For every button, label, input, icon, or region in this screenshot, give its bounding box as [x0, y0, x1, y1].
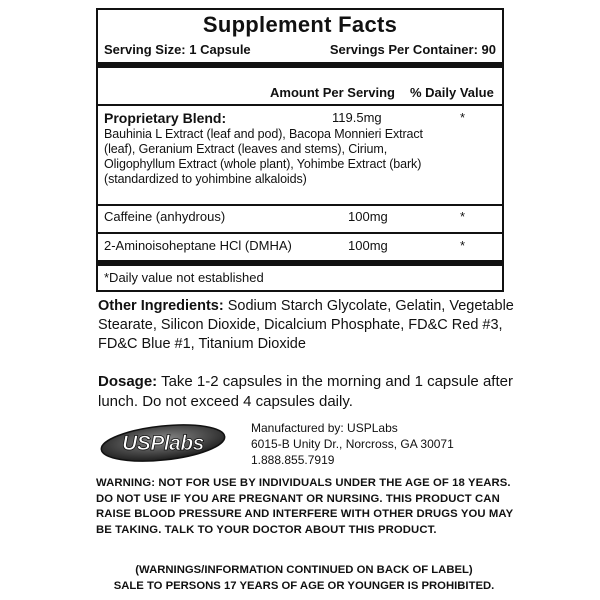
manufacturer-line: Manufactured by: USPLabs: [251, 421, 398, 435]
servings-per-container: Servings Per Container: 90: [329, 42, 496, 57]
serving-size: Serving Size: 1 Capsule: [104, 42, 251, 57]
blend-desc-line: Bauhinia L Extract (leaf and pod), Bacopa Monnieri Extract: [104, 127, 423, 141]
divider-thick: [98, 260, 502, 266]
usplabs-logo: [97, 424, 227, 462]
blend-desc-line: (standardized to yohimbine alkaloids): [104, 172, 307, 186]
dosage: [98, 372, 528, 412]
divider: [98, 204, 502, 206]
warning-text: WARNING: NOT FOR USE BY INDIVIDUALS UNDER THE AGE OF 18 YEARS. DO NOT USE IF YOU ARE PREGNANT OR NURSING. THIS PRODUCT CAN RAISE BLOOD PRESSURE AND INTERFERE WITH OTHER DRUGS YOU MAY BE TAKING. TALK TO YOUR DOCTOR ABOUT THIS PRODUCT.: [96, 477, 514, 536]
dmha-amount: 100mg: [348, 238, 388, 253]
caffeine-dv: *: [460, 209, 466, 224]
divider: [98, 104, 502, 106]
other-ingredients-label: Other Ingredients:: [98, 298, 224, 314]
sale-restriction: SALE TO PERSONS 17 YEARS OF AGE OR YOUNGER IS PROHIBITED.: [113, 580, 495, 592]
caffeine-amount: 100mg: [348, 209, 388, 224]
manufacturer-address: 6015-B Unity Dr., Norcross, GA 30071: [251, 437, 454, 451]
facts-title: Supplement Facts: [202, 12, 398, 37]
dosage-label: Dosage:: [98, 373, 158, 390]
blend-description: [104, 127, 504, 187]
daily-value-footnote: *Daily value not established: [104, 270, 264, 285]
supplement-facts-panel: [96, 8, 504, 292]
logo-text: USPlabs: [122, 432, 204, 455]
dosage-text: Take 1-2 capsules in the morning and 1 capsule after lunch. Do not exceed 4 capsules daily.: [98, 373, 513, 410]
other-ingredients-text: Sodium Starch Glycolate, Gelatin, Vegetable Stearate, Silicon Dioxide, Dicalcium Phosphate, FD&C Red #3, FD&C Blue #1, Titanium Dioxide: [98, 298, 514, 352]
blend-name: Proprietary Blend:: [104, 110, 227, 126]
blend-desc-line: (leaf), Geranium Extract (leaves and stems), Cirium,: [104, 142, 388, 156]
blend-desc-line: Oligophyllum Extract (whole plant), Yohimbe Extract (bark): [104, 157, 422, 171]
other-ingredients: [98, 297, 518, 354]
manufacturer-phone: 1.888.855.7919: [251, 453, 335, 467]
daily-value-header: % Daily Value: [410, 85, 494, 100]
dmha-name: 2-Aminoisoheptane HCl (DMHA): [104, 238, 292, 253]
dmha-dv: *: [460, 238, 466, 253]
amount-header: Amount Per Serving: [270, 85, 395, 100]
divider-thick: [98, 62, 502, 68]
blend-amount: 119.5mg: [332, 110, 382, 125]
warnings-continued: (WARNINGS/INFORMATION CONTINUED ON BACK OF LABEL): [135, 564, 473, 576]
blend-dv: *: [460, 110, 466, 125]
caffeine-name: Caffeine (anhydrous): [104, 209, 226, 224]
divider: [98, 232, 502, 234]
